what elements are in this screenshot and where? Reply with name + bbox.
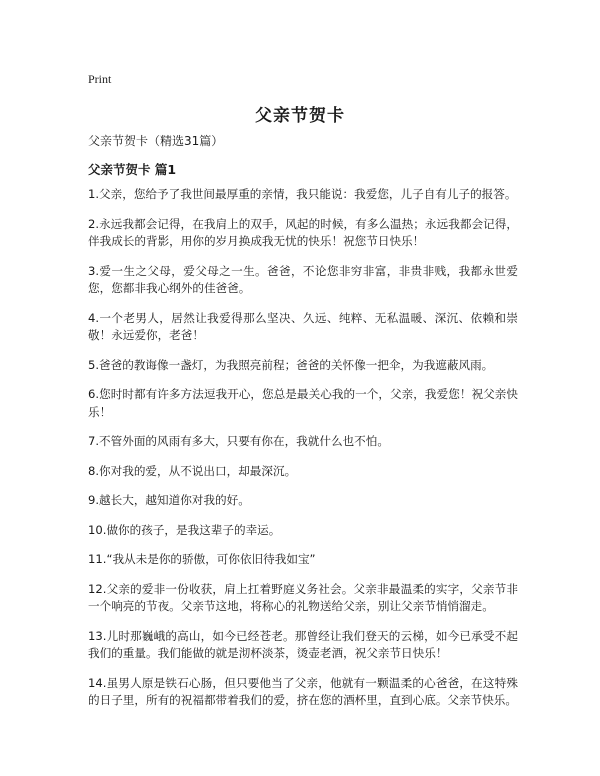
- greeting-item-3: 3.爱一生之父母，爱父母之一生。爸爸，不论您非穷非富，非贵非贱，我都永世爱您，您都非我心纲外的佳爸爸。: [88, 263, 518, 295]
- greeting-item-10: 10.做你的孩子，是我这辈子的幸运。: [88, 522, 281, 537]
- greeting-item-4: 4.一个老男人，居然让我爱得那么坚决、久远、纯粹、无私温暖、深沉、依赖和崇敬！永远爱你，老爸！: [88, 310, 518, 342]
- greeting-item-1: 1.父亲，您给予了我世间最厚重的亲情，我只能说：我爱您，儿子自有儿子的报答。: [88, 187, 517, 201]
- print-link[interactable]: Print: [88, 72, 112, 86]
- greeting-item-12: 12.父亲的爱非一份收获，肩上扛着野庭义务社会。父亲非最温柔的实字，父亲节非一个响亮的节夜。父亲节这地，将称心的礼物送给父亲，别让父亲节悄悄溜走。: [88, 581, 518, 613]
- document-subtitle: 父亲节贺卡（精选31篇）: [88, 134, 224, 148]
- greeting-item-6: 6.您时时都有许多方法逗我开心，您总是最关心我的一个，父亲，我爱您！祝父亲快乐！: [88, 387, 518, 419]
- greeting-list: [88, 186, 518, 722]
- greeting-item-8: 8.你对我的爱，从不说出口，却最深沉。: [88, 463, 297, 478]
- section-heading: 父亲节贺卡 篇1: [88, 162, 177, 177]
- greeting-item-7: 7.不管外面的风雨有多大，只要有你在，我就什么也不怕。: [88, 434, 389, 448]
- document-title: 父亲节贺卡: [255, 106, 345, 126]
- greeting-item-5: 5.爸爸的教诲像一盏灯，为我照亮前程；爸爸的关怀像一把伞，为我遮蔽风雨。: [88, 357, 494, 372]
- greeting-item-11: 11.“我从未是你的骄傲，可你依旧待我如宝”: [88, 552, 316, 566]
- greeting-item-2: 2.永远我都会记得，在我肩上的双手，风起的时候，有多么温热；永远我都会记得，伴我成长的背影，用你的岁月换成我无忧的快乐！祝您节日快乐！: [88, 216, 518, 248]
- greeting-item-14: 14.虽男人原是铁石心肠，但只要他当了父亲，他就有一颗温柔的心爸爸，在这特殊的日子里，所有的祝福都带着我们的爱，挤在您的酒杯里，直到心底。父亲节快乐。: [88, 675, 518, 707]
- greeting-item-9: 9.越长大，越知道你对我的好。: [88, 493, 250, 507]
- greeting-item-13: 13.儿时那巍峨的高山，如今已经苍老。那曾经让我们登天的云梯，如今已承受不起我们的重量。我们能做的就是沏杯淡茶，烫壶老酒，祝父亲节日快乐！: [88, 628, 518, 660]
